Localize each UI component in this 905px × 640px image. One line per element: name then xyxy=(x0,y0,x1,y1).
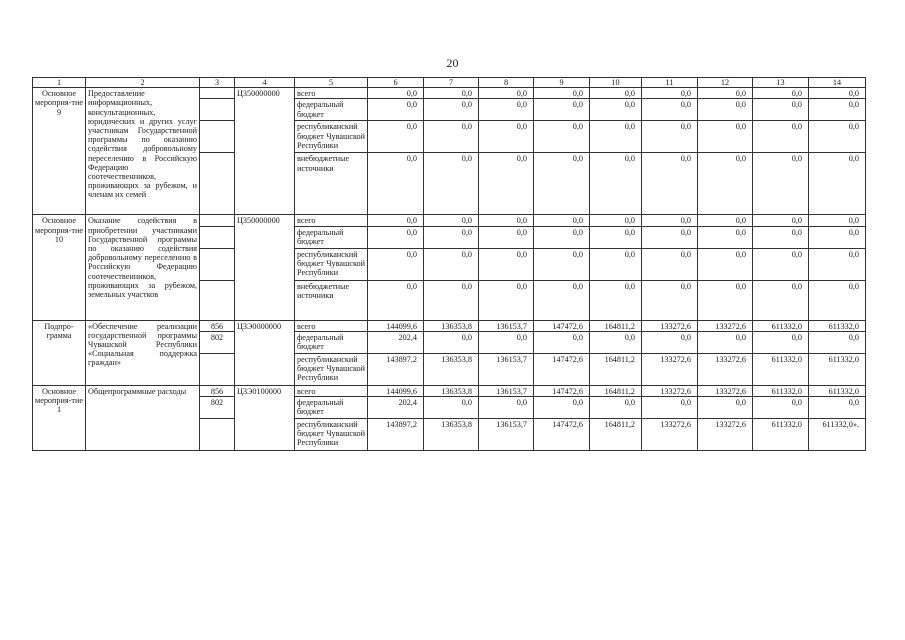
value-cell: 0,0 xyxy=(534,397,590,419)
header-cell: 9 xyxy=(534,78,590,88)
value-cell: 0,0 xyxy=(479,397,534,419)
value-cell: 0,0 xyxy=(642,397,698,419)
value-cell: 611332,0 xyxy=(753,353,809,385)
header-cell: 12 xyxy=(698,78,753,88)
value-cell: 133272,6 xyxy=(698,353,753,385)
value-cell: 611332,0 xyxy=(809,320,866,331)
funding-source-cell: всего xyxy=(295,320,368,331)
value-cell: 0,0 xyxy=(534,88,590,99)
value-cell: 0,0 xyxy=(368,226,424,248)
value-cell: 611332,0 xyxy=(753,320,809,331)
value-cell: 0,0 xyxy=(534,99,590,121)
value-cell: 147472,6 xyxy=(534,385,590,396)
header-cell: 10 xyxy=(590,78,642,88)
funding-source-cell: внебюджетные источники xyxy=(295,280,368,320)
value-cell: 0,0 xyxy=(368,88,424,99)
value-cell: 0,0 xyxy=(698,153,753,215)
funding-source-cell: федеральный бюджет xyxy=(295,226,368,248)
value-cell: 611332,0 xyxy=(809,385,866,396)
budget-code-cell: Ц3Э0100000 xyxy=(235,385,295,450)
value-cell: 133272,6 xyxy=(698,419,753,451)
value-cell: 0,0 xyxy=(753,397,809,419)
gr-code-cell: 802 xyxy=(200,331,235,353)
value-cell: 0,0 xyxy=(753,153,809,215)
value-cell: 0,0 xyxy=(753,226,809,248)
funding-source-cell: федеральный бюджет xyxy=(295,331,368,353)
table-row xyxy=(33,385,866,396)
value-cell: 0,0 xyxy=(424,248,479,280)
value-cell: 133272,6 xyxy=(698,320,753,331)
value-cell: 0,0 xyxy=(590,397,642,419)
value-cell: 0,0 xyxy=(424,331,479,353)
value-cell: 0,0 xyxy=(753,121,809,153)
value-cell: 0,0 xyxy=(424,226,479,248)
value-cell: 136153,7 xyxy=(479,353,534,385)
value-cell: 133272,6 xyxy=(642,385,698,396)
value-cell: 0,0 xyxy=(642,99,698,121)
value-cell: 0,0 xyxy=(698,331,753,353)
value-cell: 0,0 xyxy=(642,280,698,320)
value-cell: 0,0 xyxy=(698,280,753,320)
header-row xyxy=(33,78,866,88)
value-cell: 0,0 xyxy=(534,121,590,153)
value-cell: 611332,0 xyxy=(809,353,866,385)
funding-source-cell: федеральный бюджет xyxy=(295,99,368,121)
value-cell: 0,0 xyxy=(642,226,698,248)
value-cell: 0,0 xyxy=(424,121,479,153)
value-cell: 0,0 xyxy=(698,215,753,226)
value-cell: 0,0 xyxy=(698,226,753,248)
gr-code-cell xyxy=(200,353,235,385)
value-cell: 0,0 xyxy=(809,121,866,153)
value-cell: 164811,2 xyxy=(590,419,642,451)
value-cell: 0,0 xyxy=(368,121,424,153)
value-cell: 0,0 xyxy=(424,99,479,121)
value-cell: 0,0 xyxy=(642,331,698,353)
measure-name-cell: Основное мероприя-тие 9 xyxy=(33,88,86,215)
value-cell: 0,0 xyxy=(479,153,534,215)
header-cell: 1 xyxy=(33,78,86,88)
gr-code-cell xyxy=(200,88,235,99)
value-cell: 0,0 xyxy=(753,88,809,99)
value-cell: 136353,8 xyxy=(424,419,479,451)
value-cell: 0,0 xyxy=(590,331,642,353)
value-cell: 611332,0». xyxy=(809,419,866,451)
value-cell: 0,0 xyxy=(590,88,642,99)
measure-description-cell: «Обеспечение реализации государственной программы Чувашской Республики «Социальная поддержка граждан» xyxy=(86,320,200,385)
gr-code-cell xyxy=(200,280,235,320)
value-cell: 133272,6 xyxy=(642,320,698,331)
value-cell: 0,0 xyxy=(368,215,424,226)
funding-source-cell: республиканский бюджет Чувашской Республики xyxy=(295,419,368,451)
value-cell: 0,0 xyxy=(424,397,479,419)
value-cell: 0,0 xyxy=(698,248,753,280)
value-cell: 136153,7 xyxy=(479,320,534,331)
value-cell: 0,0 xyxy=(590,215,642,226)
value-cell: 202,4 xyxy=(368,331,424,353)
value-cell: 0,0 xyxy=(368,153,424,215)
measure-name-cell: Подпро-грамма xyxy=(33,320,86,385)
value-cell: 0,0 xyxy=(590,280,642,320)
value-cell: 164811,2 xyxy=(590,353,642,385)
value-cell: 144099,6 xyxy=(368,320,424,331)
value-cell: 143897,2 xyxy=(368,419,424,451)
page-number: 20 xyxy=(446,56,459,70)
value-cell: 0,0 xyxy=(809,153,866,215)
table-row xyxy=(33,320,866,331)
value-cell: 611332,0 xyxy=(753,385,809,396)
value-cell: 0,0 xyxy=(809,215,866,226)
value-cell: 0,0 xyxy=(809,280,866,320)
value-cell: 0,0 xyxy=(424,280,479,320)
value-cell: 0,0 xyxy=(809,99,866,121)
budget-code-cell: Ц350000000 xyxy=(235,88,295,215)
value-cell: 0,0 xyxy=(424,215,479,226)
value-cell: 0,0 xyxy=(590,99,642,121)
funding-source-cell: всего xyxy=(295,88,368,99)
measure-description-cell: Общепрограммные расходы xyxy=(86,385,200,450)
gr-code-cell xyxy=(200,419,235,451)
value-cell: 164811,2 xyxy=(590,385,642,396)
funding-source-cell: республиканский бюджет Чувашской Республики xyxy=(295,248,368,280)
measure-name-cell: Основное мероприя-тие 10 xyxy=(33,215,86,320)
value-cell: 0,0 xyxy=(479,280,534,320)
funding-source-cell: федеральный бюджет xyxy=(295,397,368,419)
measure-name-cell: Основное мероприя-тие 1 xyxy=(33,385,86,450)
gr-code-cell xyxy=(200,248,235,280)
value-cell: 0,0 xyxy=(698,397,753,419)
funding-source-cell: внебюджетные источники xyxy=(295,153,368,215)
value-cell: 0,0 xyxy=(424,88,479,99)
value-cell: 0,0 xyxy=(809,248,866,280)
value-cell: 0,0 xyxy=(479,331,534,353)
table-row xyxy=(33,215,866,226)
value-cell: 0,0 xyxy=(534,215,590,226)
value-cell: 144099,6 xyxy=(368,385,424,396)
value-cell: 0,0 xyxy=(368,248,424,280)
value-cell: 0,0 xyxy=(534,153,590,215)
value-cell: 0,0 xyxy=(642,215,698,226)
budget-table xyxy=(32,77,866,451)
header-cell: 5 xyxy=(295,78,368,88)
value-cell: 136153,7 xyxy=(479,419,534,451)
header-cell: 6 xyxy=(368,78,424,88)
value-cell: 133272,6 xyxy=(642,353,698,385)
measure-description-cell: Предоставление информационных, консультационных, юридических и других услуг участникам Государственной программы по оказанию содействия добровольному переселению в Российскую Федерацию соотечественников, проживающих за рубежом, и членам их семей xyxy=(86,88,200,215)
value-cell: 0,0 xyxy=(590,226,642,248)
value-cell: 136353,8 xyxy=(424,320,479,331)
value-cell: 0,0 xyxy=(698,88,753,99)
gr-code-cell: 856 xyxy=(200,385,235,396)
funding-source-cell: всего xyxy=(295,385,368,396)
value-cell: 0,0 xyxy=(590,121,642,153)
gr-code-cell xyxy=(200,121,235,153)
value-cell: 0,0 xyxy=(534,280,590,320)
header-cell: 13 xyxy=(753,78,809,88)
value-cell: 0,0 xyxy=(809,226,866,248)
value-cell: 147472,6 xyxy=(534,353,590,385)
value-cell: 0,0 xyxy=(368,99,424,121)
value-cell: 0,0 xyxy=(479,121,534,153)
value-cell: 0,0 xyxy=(479,99,534,121)
funding-source-cell: республиканский бюджет Чувашской Республики xyxy=(295,121,368,153)
value-cell: 0,0 xyxy=(368,280,424,320)
value-cell: 0,0 xyxy=(642,88,698,99)
value-cell: 0,0 xyxy=(590,248,642,280)
value-cell: 0,0 xyxy=(424,153,479,215)
value-cell: 136153,7 xyxy=(479,385,534,396)
value-cell: 611332,0 xyxy=(753,419,809,451)
value-cell: 147472,6 xyxy=(534,419,590,451)
value-cell: 0,0 xyxy=(698,121,753,153)
value-cell: 0,0 xyxy=(534,331,590,353)
value-cell: 0,0 xyxy=(534,226,590,248)
value-cell: 0,0 xyxy=(753,280,809,320)
value-cell: 0,0 xyxy=(590,153,642,215)
gr-code-cell: 856 xyxy=(200,320,235,331)
value-cell: 147472,6 xyxy=(534,320,590,331)
value-cell: 143897,2 xyxy=(368,353,424,385)
value-cell: 0,0 xyxy=(642,121,698,153)
header-cell: 4 xyxy=(235,78,295,88)
value-cell: 133272,6 xyxy=(698,385,753,396)
gr-code-cell: 802 xyxy=(200,397,235,419)
budget-code-cell: Ц350000000 xyxy=(235,215,295,320)
value-cell: 0,0 xyxy=(753,248,809,280)
gr-code-cell xyxy=(200,153,235,215)
gr-code-cell xyxy=(200,215,235,226)
gr-code-cell xyxy=(200,99,235,121)
value-cell: 0,0 xyxy=(479,215,534,226)
header-cell: 11 xyxy=(642,78,698,88)
value-cell: 0,0 xyxy=(753,215,809,226)
value-cell: 202,4 xyxy=(368,397,424,419)
value-cell: 136353,8 xyxy=(424,385,479,396)
value-cell: 0,0 xyxy=(479,88,534,99)
value-cell: 0,0 xyxy=(642,153,698,215)
funding-source-cell: всего xyxy=(295,215,368,226)
header-cell: 14 xyxy=(809,78,866,88)
budget-code-cell: Ц3Э0000000 xyxy=(235,320,295,385)
value-cell: 133272,6 xyxy=(642,419,698,451)
value-cell: 0,0 xyxy=(698,99,753,121)
value-cell: 0,0 xyxy=(809,397,866,419)
table-row xyxy=(33,88,866,99)
header-cell: 7 xyxy=(424,78,479,88)
header-cell: 8 xyxy=(479,78,534,88)
value-cell: 164811,2 xyxy=(590,320,642,331)
header-cell: 2 xyxy=(86,78,200,88)
value-cell: 0,0 xyxy=(809,331,866,353)
value-cell: 136353,8 xyxy=(424,353,479,385)
value-cell: 0,0 xyxy=(479,248,534,280)
value-cell: 0,0 xyxy=(753,99,809,121)
header-cell: 3 xyxy=(200,78,235,88)
gr-code-cell xyxy=(200,226,235,248)
value-cell: 0,0 xyxy=(479,226,534,248)
value-cell: 0,0 xyxy=(534,248,590,280)
value-cell: 0,0 xyxy=(642,248,698,280)
value-cell: 0,0 xyxy=(809,88,866,99)
funding-source-cell: республиканский бюджет Чувашской Республики xyxy=(295,353,368,385)
measure-description-cell: Оказание содействия в приобретении участниками Государственной программы по оказанию содействия добровольному переселению в Российскую Федерацию соотечественников, проживающих за рубежом, земельных участков xyxy=(86,215,200,320)
value-cell: 0,0 xyxy=(753,331,809,353)
